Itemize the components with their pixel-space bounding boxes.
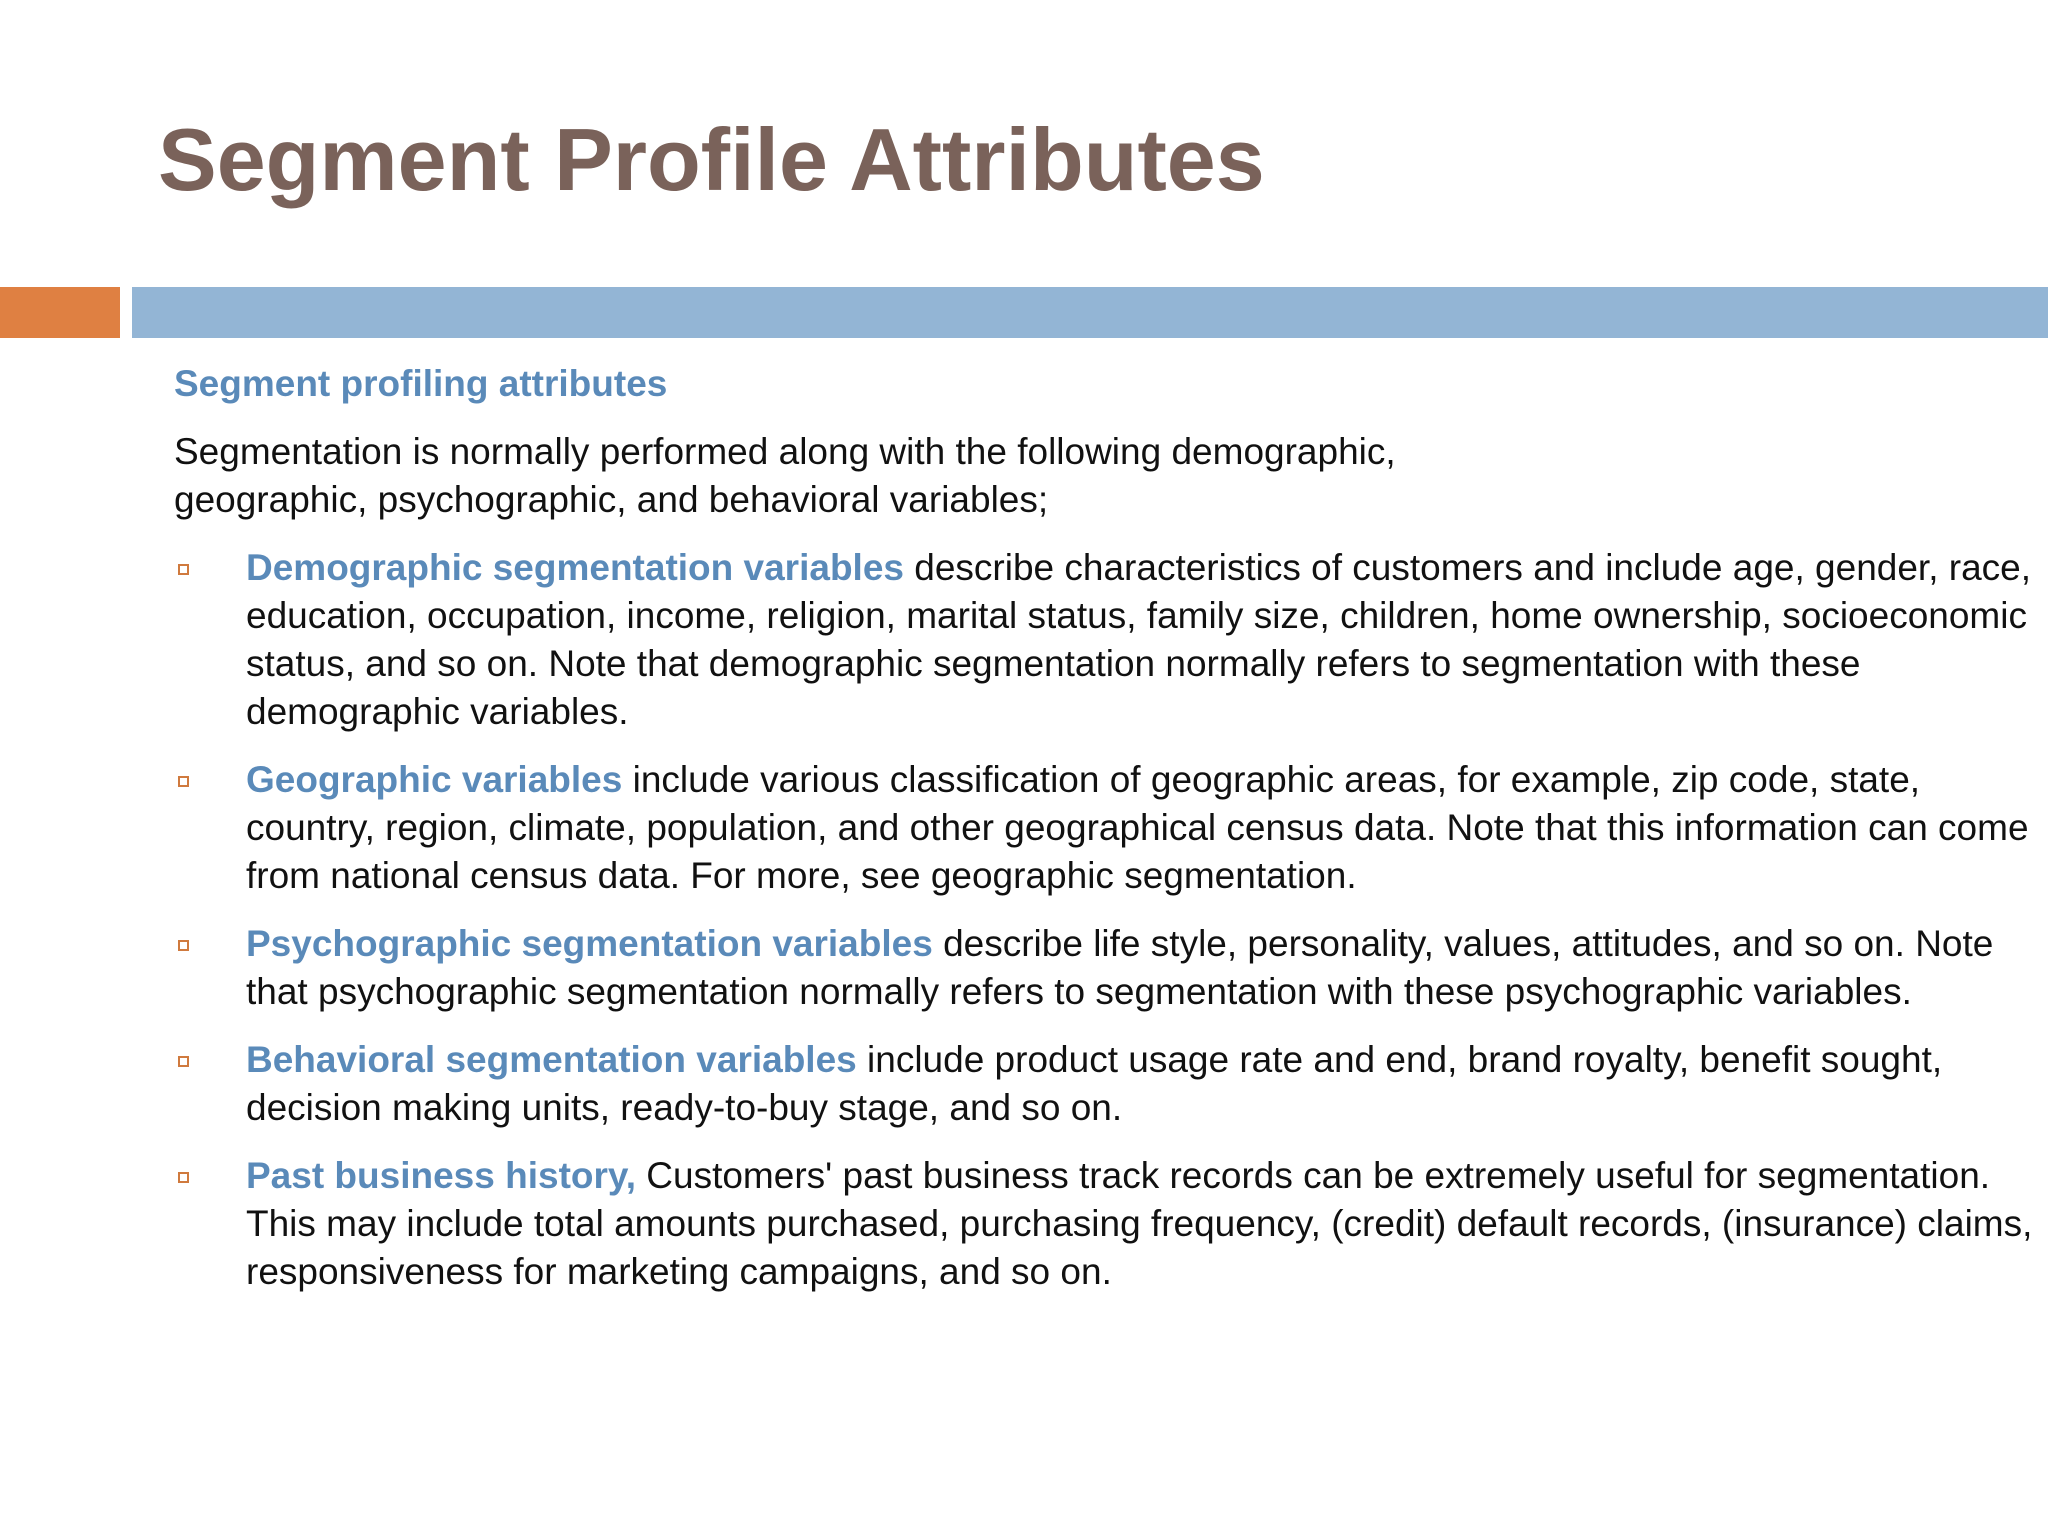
list-item xyxy=(174,544,2048,736)
list-item xyxy=(174,1152,2048,1296)
intro-paragraph: Segmentation is normally performed along with the following demographic, geographic, psychographic, and behavioral variables; xyxy=(174,431,1396,520)
slide-body xyxy=(174,360,2033,1316)
bullet-text: describe life style, personality, values, attitudes, and so on. Note that psychographic segmentation normally refers to segmentation with these psychographic variables. xyxy=(246,923,1994,1012)
square-bullet-icon xyxy=(178,776,189,787)
bullet-term: Demographic segmentation variables xyxy=(246,547,904,588)
slide-title: Segment Profile Attributes xyxy=(158,110,1265,209)
square-bullet-icon xyxy=(178,940,189,951)
list-item xyxy=(174,920,2048,1016)
bullet-term: Geographic variables xyxy=(246,759,623,800)
square-bullet-icon xyxy=(178,564,189,575)
bullet-term: Psychographic segmentation variables xyxy=(246,923,933,964)
square-bullet-icon xyxy=(178,1056,189,1067)
subheading: Segment profiling attributes xyxy=(174,363,668,404)
bullet-term: Past business history, xyxy=(246,1155,636,1196)
bullet-text: describe characteristics of customers and include age, gender, race, education, occupation, income, religion, marital status, family size, children, home ownership, socioeconomic status, and so on. Note that demographic segmentation normally refers to segmentation with these demographic variables. xyxy=(246,547,2032,732)
bullet-text: include various classification of geographic areas, for example, zip code, state, country, region, climate, population, and other geographical census data. Note that this information can come from national census data. For more, see geographic segmentation. xyxy=(246,759,2029,896)
list-item xyxy=(174,756,2048,900)
orange-accent-bar xyxy=(0,287,120,338)
bullet-text: Customers' past business track records can be extremely useful for segmentation. This may include total amounts purchased, purchasing frequency, (credit) default records, (insurance) claims, responsiveness for marketing campaigns, and so on. xyxy=(246,1155,2033,1292)
blue-accent-bar xyxy=(132,287,2048,338)
bullet-text: include product usage rate and end, brand royalty, benefit sought, decision making units, ready-to-buy stage, and so on. xyxy=(246,1039,1943,1128)
bullet-list xyxy=(174,544,2033,1296)
square-bullet-icon xyxy=(178,1172,189,1183)
list-item xyxy=(174,1036,2048,1132)
bullet-term: Behavioral segmentation variables xyxy=(246,1039,857,1080)
